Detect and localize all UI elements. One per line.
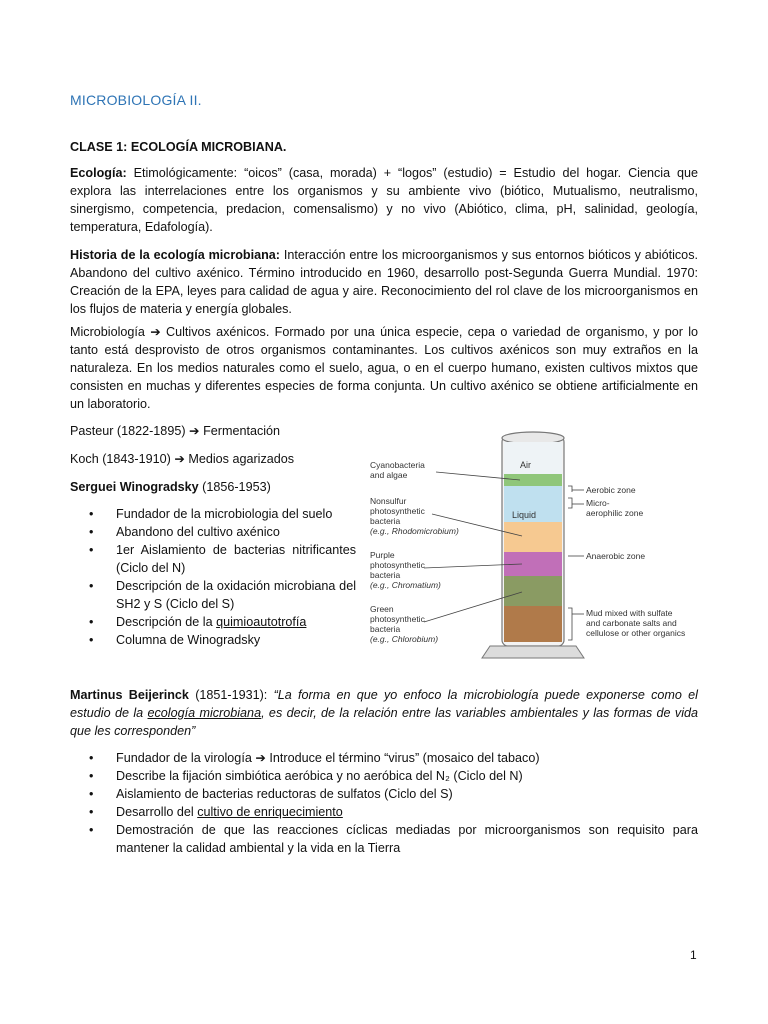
class-heading: CLASE 1: ECOLOGÍA MICROBIANA. [70,140,287,154]
scientist-name: Serguei Winogradsky [70,480,199,494]
paragraph-text: Interacción entre los microorganismos y sus entornos bióticos y abióticos. Abandono del cultivo axénico. Término introducido en 1960, desarrollo post-Segunda Guerra Mundial. 1970: Creación de la EPA, leyes para calidad de agua y aire. Reconocimiento del rol clave de los microorganismos en los flujos de materia y energía globales. [70,248,698,316]
list-item: • Descripción de la quimioautotrofía [89,615,307,629]
paragraph-beijerinck [70,686,698,740]
figure-left-label: bacteria [370,624,401,634]
winogradsky-list [70,505,356,649]
figure-left-label: bacteria [370,570,401,580]
paragraph-text: Etimológicamente: “oicos” (casa, morada) + “logos” (estudio) = Estudio del hogar. Ciencia que explora las interrelaciones entre los organismos y su ambiente vivo (biótico, Mutualismo, neutralismo, sinergismo, competencia, predacion, comensalismo) y no vivo (Abiótico, clima, pH, salinidad, geología, temperatura, Edafología). [70,166,698,234]
list-item: • Abandono del cultivo axénico [89,525,280,539]
figure-left-label: Nonsulfur [370,496,407,506]
list-item: • Desarrollo del cultivo de enriquecimiento [89,805,343,819]
scientist-name: Martinus Beijerinck [70,688,189,702]
scientist-years: (1856-1953) [198,480,271,494]
winogradsky-column-figure [362,428,708,664]
pasteur-line: Pasteur (1822-1895) ➔ Fermentación [70,424,281,438]
figure-left-label: and algae [370,470,408,480]
quote-text: , es decir, de la relación entre las variables ambientales y las formas de vida que les corresponden” [70,706,699,738]
figure-left-label: photosynthetic [370,614,425,624]
list-item: • 1er Aislamiento de bacterias nitrificantes (Ciclo del N) [89,543,356,575]
paragraph-microbiologia: Microbiología ➔ Cultivos axénicos. Formado por una única especie, cepa o variedad de organismo, y por lo tanto está desprovisto de otros organismos contaminantes. Los cultivos axénicos son muy extraños en la naturaleza. En los medios naturales como el suelo, agua, o en el cuerpo humano, existen cultivos mixtos que consisten en muchas y diferentes especies de forma conjunta. Un cultivo axénico se obtiene artificialmente en un laboratorio. [70,325,698,411]
underlined-term: quimioautotrofía [216,615,307,629]
list-item: • Aislamiento de bacterias reductoras de sulfatos (Ciclo del S) [89,787,453,801]
underlined-term: cultivo de enriquecimiento [197,805,343,819]
figure-right-label: Aerobic zone [586,485,636,495]
underlined-term: ecología microbiana [147,706,262,720]
figure-left-label: Green [370,604,394,614]
scientist-years: (1851-1931): [188,688,274,702]
koch-line: Koch (1843-1910) ➔ Medios agarizados [70,452,295,466]
figure-left-label: photosynthetic [370,560,425,570]
figure-right-label: and carbonate salts and [586,618,677,628]
list-item: • Fundador de la virología ➔ Introduce el término “virus” (mosaico del tabaco) [89,751,540,765]
list-item: • Columna de Winogradsky [89,633,261,647]
list-item: • Fundador de la microbiologia del suelo [89,507,333,521]
figure-left-label: (e.g., Rhodomicrobium) [370,526,459,536]
figure-inner-label: Liquid [512,510,537,520]
figure-right-label: Micro- [586,498,610,508]
term-label: Ecología: [70,166,127,180]
list-item: • Describe la fijación simbiótica aeróbica y no aeróbica del N₂ (Ciclo del N) [89,769,523,783]
winogradsky-heading [70,478,271,496]
figure-inner-label: Air [520,460,531,470]
figure-left-label: Cyanobacteria [370,460,425,470]
figure-right-label: aerophilic zone [586,508,644,518]
figure-left-label: photosynthetic [370,506,425,516]
figure-right-label: Anaerobic zone [586,551,646,561]
quote-text: “La forma en que yo enfoco la microbiología puede exponerse como el estudio de la [70,688,698,720]
paragraph-historia [70,246,698,318]
figure-left-label: (e.g., Chlorobium) [370,634,439,644]
list-item: • Demostración de que las reacciones cíclicas mediadas por microorganismos son requisito para mantener la calidad ambiental y la vida en la Tierra [89,823,698,855]
figure-left-label: bacteria [370,516,401,526]
term-label: Historia de la ecología microbiana: [70,248,280,262]
list-item: • Descripción de la oxidación microbiana del SH2 y S (Ciclo del S) [89,579,356,611]
paragraph-ecologia [70,164,698,236]
figure-right-label: Mud mixed with sulfate [586,608,673,618]
beijerinck-list [70,749,698,857]
figure-left-label: Purple [370,550,395,560]
figure-left-label: (e.g., Chromatium) [370,580,441,590]
figure-right-label: cellulose or other organics [586,628,686,638]
document-title: MICROBIOLOGÍA II. [70,92,202,108]
page-number: 1 [690,948,697,962]
